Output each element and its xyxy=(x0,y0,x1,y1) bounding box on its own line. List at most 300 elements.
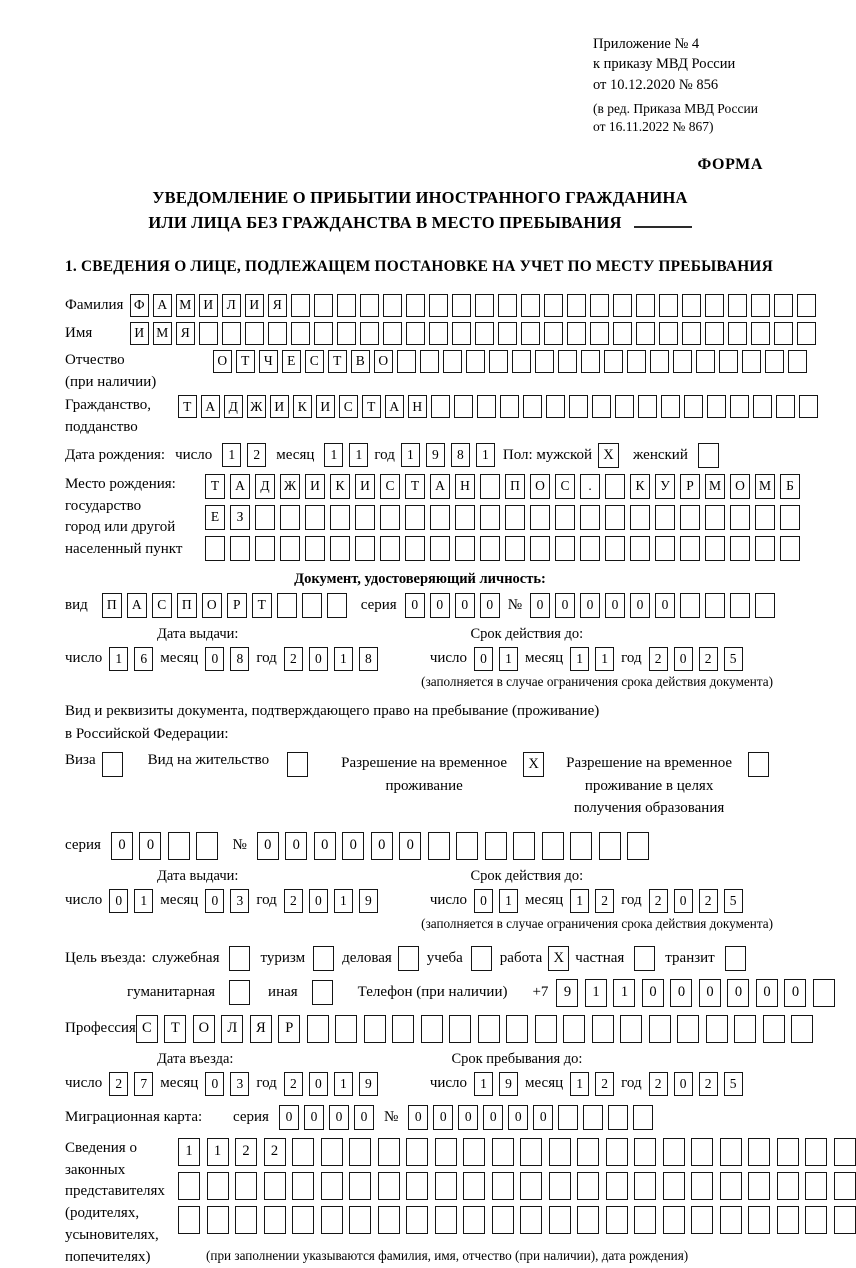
char-cell[interactable] xyxy=(751,294,770,317)
char-cell[interactable]: И xyxy=(270,395,289,418)
char-cell[interactable] xyxy=(480,536,500,561)
char-cell[interactable]: Я xyxy=(250,1015,272,1043)
char-cell[interactable]: 5 xyxy=(724,1072,743,1096)
char-cell[interactable] xyxy=(264,1206,286,1234)
char-cell[interactable] xyxy=(691,1138,713,1166)
char-cell[interactable] xyxy=(466,350,485,373)
char-cell[interactable] xyxy=(592,1015,614,1043)
char-cell[interactable]: Б xyxy=(780,474,800,499)
purpose-official-checkbox[interactable] xyxy=(229,946,250,971)
char-cell[interactable] xyxy=(774,294,793,317)
char-cell[interactable]: 9 xyxy=(359,1072,378,1096)
char-cell[interactable] xyxy=(805,1206,827,1234)
char-cell[interactable]: 0 xyxy=(399,832,421,860)
char-cell[interactable] xyxy=(636,294,655,317)
char-cell[interactable]: 0 xyxy=(371,832,393,860)
char-cell[interactable] xyxy=(456,832,478,860)
char-cell[interactable] xyxy=(638,395,657,418)
purpose-study-checkbox[interactable] xyxy=(471,946,492,971)
char-cell[interactable] xyxy=(549,1206,571,1234)
char-cell[interactable] xyxy=(429,322,448,345)
char-cell[interactable]: 0 xyxy=(455,593,475,618)
purpose-other-checkbox[interactable] xyxy=(312,980,333,1005)
purpose-tourism-checkbox[interactable] xyxy=(313,946,334,971)
char-cell[interactable] xyxy=(730,395,749,418)
char-cell[interactable] xyxy=(455,536,475,561)
char-cell[interactable] xyxy=(776,395,795,418)
char-cell[interactable] xyxy=(606,1206,628,1234)
char-cell[interactable]: 1 xyxy=(570,647,589,671)
char-cell[interactable] xyxy=(255,536,275,561)
char-cell[interactable]: 0 xyxy=(309,647,328,671)
char-cell[interactable]: 1 xyxy=(222,443,241,467)
char-cell[interactable]: 1 xyxy=(324,443,343,467)
char-cell[interactable] xyxy=(205,536,225,561)
char-cell[interactable] xyxy=(730,593,750,618)
char-cell[interactable]: 0 xyxy=(674,647,693,671)
char-cell[interactable]: Ч xyxy=(259,350,278,373)
char-cell[interactable]: 2 xyxy=(699,1072,718,1096)
char-cell[interactable]: А xyxy=(153,294,172,317)
char-cell[interactable] xyxy=(691,1172,713,1200)
char-cell[interactable] xyxy=(613,294,632,317)
char-cell[interactable] xyxy=(590,294,609,317)
char-cell[interactable]: 2 xyxy=(649,647,668,671)
char-cell[interactable] xyxy=(649,1015,671,1043)
char-cell[interactable] xyxy=(277,593,297,618)
char-cell[interactable]: 2 xyxy=(699,889,718,913)
char-cell[interactable] xyxy=(604,350,623,373)
char-cell[interactable]: 2 xyxy=(649,889,668,913)
char-cell[interactable] xyxy=(580,505,600,530)
char-cell[interactable]: Н xyxy=(455,474,475,499)
char-cell[interactable] xyxy=(720,1172,742,1200)
sex-female-checkbox[interactable] xyxy=(698,443,719,468)
char-cell[interactable]: 1 xyxy=(585,979,607,1007)
char-cell[interactable] xyxy=(592,395,611,418)
char-cell[interactable] xyxy=(567,322,586,345)
purpose-business-checkbox[interactable] xyxy=(398,946,419,971)
char-cell[interactable] xyxy=(544,294,563,317)
char-cell[interactable] xyxy=(696,350,715,373)
char-cell[interactable]: 0 xyxy=(580,593,600,618)
char-cell[interactable] xyxy=(321,1172,343,1200)
char-cell[interactable] xyxy=(780,505,800,530)
char-cell[interactable]: 0 xyxy=(699,979,721,1007)
char-cell[interactable] xyxy=(406,1172,428,1200)
char-cell[interactable] xyxy=(655,505,675,530)
char-cell[interactable] xyxy=(797,322,816,345)
char-cell[interactable] xyxy=(302,593,322,618)
char-cell[interactable] xyxy=(498,322,517,345)
char-cell[interactable] xyxy=(452,322,471,345)
char-cell[interactable] xyxy=(659,294,678,317)
char-cell[interactable] xyxy=(330,536,350,561)
char-cell[interactable] xyxy=(730,505,750,530)
char-cell[interactable]: М xyxy=(176,294,195,317)
char-cell[interactable] xyxy=(335,1015,357,1043)
char-cell[interactable]: 2 xyxy=(595,889,614,913)
char-cell[interactable] xyxy=(634,1138,656,1166)
char-cell[interactable] xyxy=(463,1206,485,1234)
char-cell[interactable] xyxy=(397,350,416,373)
char-cell[interactable] xyxy=(751,322,770,345)
char-cell[interactable]: Т xyxy=(362,395,381,418)
char-cell[interactable]: С xyxy=(152,593,172,618)
char-cell[interactable] xyxy=(805,1138,827,1166)
char-cell[interactable]: 2 xyxy=(235,1138,257,1166)
char-cell[interactable]: О xyxy=(213,350,232,373)
char-cell[interactable] xyxy=(430,536,450,561)
char-cell[interactable]: С xyxy=(305,350,324,373)
char-cell[interactable] xyxy=(463,1172,485,1200)
char-cell[interactable]: 3 xyxy=(230,1072,249,1096)
char-cell[interactable] xyxy=(580,536,600,561)
char-cell[interactable] xyxy=(680,505,700,530)
char-cell[interactable] xyxy=(405,536,425,561)
char-cell[interactable] xyxy=(620,1015,642,1043)
char-cell[interactable]: Е xyxy=(205,505,225,530)
char-cell[interactable]: 8 xyxy=(359,647,378,671)
char-cell[interactable] xyxy=(196,832,218,860)
char-cell[interactable] xyxy=(549,1172,571,1200)
char-cell[interactable] xyxy=(360,322,379,345)
char-cell[interactable]: Я xyxy=(176,322,195,345)
char-cell[interactable] xyxy=(705,322,724,345)
char-cell[interactable]: З xyxy=(230,505,250,530)
char-cell[interactable] xyxy=(314,294,333,317)
char-cell[interactable] xyxy=(489,350,508,373)
char-cell[interactable] xyxy=(506,1015,528,1043)
char-cell[interactable] xyxy=(513,832,535,860)
char-cell[interactable]: 2 xyxy=(284,889,303,913)
char-cell[interactable]: 0 xyxy=(483,1105,503,1130)
char-cell[interactable]: 1 xyxy=(474,1072,493,1096)
char-cell[interactable]: П xyxy=(177,593,197,618)
char-cell[interactable]: Ж xyxy=(280,474,300,499)
char-cell[interactable] xyxy=(555,505,575,530)
char-cell[interactable]: О xyxy=(374,350,393,373)
char-cell[interactable] xyxy=(555,536,575,561)
char-cell[interactable] xyxy=(485,832,507,860)
char-cell[interactable]: К xyxy=(330,474,350,499)
char-cell[interactable]: Т xyxy=(178,395,197,418)
char-cell[interactable]: 0 xyxy=(727,979,749,1007)
char-cell[interactable]: 0 xyxy=(433,1105,453,1130)
char-cell[interactable] xyxy=(435,1206,457,1234)
char-cell[interactable]: А xyxy=(430,474,450,499)
char-cell[interactable]: 1 xyxy=(334,647,353,671)
char-cell[interactable] xyxy=(755,536,775,561)
char-cell[interactable]: С xyxy=(136,1015,158,1043)
char-cell[interactable] xyxy=(748,1172,770,1200)
char-cell[interactable] xyxy=(682,294,701,317)
char-cell[interactable] xyxy=(291,294,310,317)
char-cell[interactable]: 0 xyxy=(139,832,161,860)
sex-male-checkbox[interactable]: X xyxy=(598,443,619,468)
char-cell[interactable] xyxy=(780,536,800,561)
char-cell[interactable] xyxy=(292,1172,314,1200)
char-cell[interactable]: 2 xyxy=(109,1072,128,1096)
char-cell[interactable]: О xyxy=(730,474,750,499)
char-cell[interactable]: 8 xyxy=(230,647,249,671)
char-cell[interactable]: 6 xyxy=(134,647,153,671)
char-cell[interactable]: 1 xyxy=(499,647,518,671)
char-cell[interactable]: 0 xyxy=(642,979,664,1007)
char-cell[interactable] xyxy=(435,1138,457,1166)
char-cell[interactable] xyxy=(797,294,816,317)
char-cell[interactable] xyxy=(763,1015,785,1043)
char-cell[interactable]: А xyxy=(230,474,250,499)
char-cell[interactable]: 0 xyxy=(480,593,500,618)
char-cell[interactable]: 0 xyxy=(304,1105,324,1130)
char-cell[interactable]: Я xyxy=(268,294,287,317)
char-cell[interactable] xyxy=(475,322,494,345)
char-cell[interactable]: М xyxy=(755,474,775,499)
char-cell[interactable] xyxy=(753,395,772,418)
char-cell[interactable] xyxy=(791,1015,813,1043)
char-cell[interactable]: 0 xyxy=(655,593,675,618)
char-cell[interactable] xyxy=(765,350,784,373)
char-cell[interactable]: 0 xyxy=(408,1105,428,1130)
char-cell[interactable]: 1 xyxy=(334,889,353,913)
char-cell[interactable] xyxy=(605,536,625,561)
char-cell[interactable] xyxy=(207,1172,229,1200)
char-cell[interactable]: С xyxy=(380,474,400,499)
char-cell[interactable] xyxy=(569,395,588,418)
char-cell[interactable] xyxy=(663,1138,685,1166)
char-cell[interactable]: И xyxy=(305,474,325,499)
char-cell[interactable] xyxy=(475,294,494,317)
char-cell[interactable]: Р xyxy=(278,1015,300,1043)
char-cell[interactable] xyxy=(777,1138,799,1166)
char-cell[interactable]: 9 xyxy=(556,979,578,1007)
char-cell[interactable]: 0 xyxy=(474,889,493,913)
char-cell[interactable]: 5 xyxy=(724,889,743,913)
char-cell[interactable] xyxy=(613,322,632,345)
char-cell[interactable]: 0 xyxy=(342,832,364,860)
char-cell[interactable] xyxy=(728,322,747,345)
char-cell[interactable] xyxy=(813,979,835,1007)
char-cell[interactable]: Т xyxy=(405,474,425,499)
char-cell[interactable]: 0 xyxy=(309,1072,328,1096)
char-cell[interactable]: Ф xyxy=(130,294,149,317)
char-cell[interactable] xyxy=(834,1172,856,1200)
char-cell[interactable] xyxy=(292,1206,314,1234)
char-cell[interactable] xyxy=(406,294,425,317)
char-cell[interactable]: 1 xyxy=(570,1072,589,1096)
char-cell[interactable]: 0 xyxy=(784,979,806,1007)
char-cell[interactable] xyxy=(380,505,400,530)
char-cell[interactable] xyxy=(590,322,609,345)
char-cell[interactable]: 1 xyxy=(595,647,614,671)
char-cell[interactable]: 0 xyxy=(756,979,778,1007)
char-cell[interactable] xyxy=(563,1015,585,1043)
char-cell[interactable] xyxy=(577,1138,599,1166)
char-cell[interactable] xyxy=(520,1206,542,1234)
char-cell[interactable]: 2 xyxy=(649,1072,668,1096)
purpose-transit-checkbox[interactable] xyxy=(725,946,746,971)
char-cell[interactable] xyxy=(577,1172,599,1200)
char-cell[interactable] xyxy=(520,1138,542,1166)
char-cell[interactable] xyxy=(673,350,692,373)
char-cell[interactable]: Д xyxy=(224,395,243,418)
char-cell[interactable] xyxy=(178,1172,200,1200)
char-cell[interactable] xyxy=(630,536,650,561)
char-cell[interactable] xyxy=(705,593,725,618)
char-cell[interactable]: 0 xyxy=(205,889,224,913)
char-cell[interactable]: П xyxy=(505,474,525,499)
char-cell[interactable] xyxy=(314,322,333,345)
char-cell[interactable]: 1 xyxy=(476,443,495,467)
char-cell[interactable]: 9 xyxy=(499,1072,518,1096)
char-cell[interactable]: А xyxy=(127,593,147,618)
char-cell[interactable]: Р xyxy=(227,593,247,618)
char-cell[interactable]: И xyxy=(355,474,375,499)
char-cell[interactable]: Т xyxy=(252,593,272,618)
char-cell[interactable]: О xyxy=(202,593,222,618)
char-cell[interactable] xyxy=(805,1172,827,1200)
char-cell[interactable] xyxy=(655,536,675,561)
char-cell[interactable] xyxy=(222,322,241,345)
char-cell[interactable] xyxy=(230,536,250,561)
char-cell[interactable] xyxy=(264,1172,286,1200)
char-cell[interactable]: 0 xyxy=(405,593,425,618)
char-cell[interactable] xyxy=(280,505,300,530)
char-cell[interactable] xyxy=(535,350,554,373)
char-cell[interactable] xyxy=(235,1172,257,1200)
char-cell[interactable]: 7 xyxy=(134,1072,153,1096)
char-cell[interactable] xyxy=(530,536,550,561)
char-cell[interactable] xyxy=(383,322,402,345)
char-cell[interactable] xyxy=(349,1138,371,1166)
char-cell[interactable] xyxy=(636,322,655,345)
char-cell[interactable] xyxy=(742,350,761,373)
char-cell[interactable] xyxy=(606,1138,628,1166)
char-cell[interactable] xyxy=(546,395,565,418)
char-cell[interactable] xyxy=(705,294,724,317)
char-cell[interactable] xyxy=(454,395,473,418)
char-cell[interactable]: С xyxy=(555,474,575,499)
char-cell[interactable] xyxy=(659,322,678,345)
char-cell[interactable]: К xyxy=(293,395,312,418)
char-cell[interactable] xyxy=(544,322,563,345)
char-cell[interactable] xyxy=(583,1105,603,1130)
char-cell[interactable] xyxy=(420,350,439,373)
char-cell[interactable] xyxy=(449,1015,471,1043)
char-cell[interactable]: 0 xyxy=(109,889,128,913)
char-cell[interactable] xyxy=(429,294,448,317)
char-cell[interactable] xyxy=(567,294,586,317)
char-cell[interactable] xyxy=(615,395,634,418)
char-cell[interactable] xyxy=(443,350,462,373)
char-cell[interactable]: Л xyxy=(222,294,241,317)
temp-residence-permit-checkbox[interactable]: X xyxy=(523,752,544,777)
purpose-private-checkbox[interactable] xyxy=(634,946,655,971)
char-cell[interactable]: 2 xyxy=(284,647,303,671)
char-cell[interactable]: В xyxy=(351,350,370,373)
char-cell[interactable] xyxy=(663,1172,685,1200)
char-cell[interactable] xyxy=(680,593,700,618)
char-cell[interactable]: 1 xyxy=(207,1138,229,1166)
char-cell[interactable] xyxy=(406,322,425,345)
char-cell[interactable]: И xyxy=(199,294,218,317)
char-cell[interactable] xyxy=(734,1015,756,1043)
char-cell[interactable] xyxy=(777,1206,799,1234)
char-cell[interactable] xyxy=(245,322,264,345)
char-cell[interactable] xyxy=(630,505,650,530)
char-cell[interactable] xyxy=(730,536,750,561)
char-cell[interactable]: Т xyxy=(328,350,347,373)
char-cell[interactable]: М xyxy=(153,322,172,345)
char-cell[interactable]: И xyxy=(245,294,264,317)
char-cell[interactable] xyxy=(492,1206,514,1234)
char-cell[interactable]: Р xyxy=(680,474,700,499)
char-cell[interactable] xyxy=(463,1138,485,1166)
char-cell[interactable] xyxy=(755,593,775,618)
char-cell[interactable] xyxy=(337,294,356,317)
char-cell[interactable] xyxy=(360,294,379,317)
char-cell[interactable]: О xyxy=(193,1015,215,1043)
char-cell[interactable]: П xyxy=(102,593,122,618)
char-cell[interactable] xyxy=(606,1172,628,1200)
char-cell[interactable]: 1 xyxy=(178,1138,200,1166)
char-cell[interactable] xyxy=(755,505,775,530)
char-cell[interactable] xyxy=(355,505,375,530)
char-cell[interactable] xyxy=(452,294,471,317)
char-cell[interactable]: 1 xyxy=(349,443,368,467)
char-cell[interactable] xyxy=(307,1015,329,1043)
char-cell[interactable] xyxy=(788,350,807,373)
char-cell[interactable] xyxy=(349,1206,371,1234)
char-cell[interactable] xyxy=(599,832,621,860)
char-cell[interactable] xyxy=(378,1138,400,1166)
edu-residence-permit-checkbox[interactable] xyxy=(748,752,769,777)
char-cell[interactable] xyxy=(627,350,646,373)
char-cell[interactable] xyxy=(748,1206,770,1234)
char-cell[interactable]: 0 xyxy=(555,593,575,618)
char-cell[interactable] xyxy=(570,832,592,860)
char-cell[interactable]: О xyxy=(530,474,550,499)
char-cell[interactable]: 0 xyxy=(257,832,279,860)
char-cell[interactable] xyxy=(421,1015,443,1043)
char-cell[interactable]: 0 xyxy=(674,889,693,913)
char-cell[interactable] xyxy=(383,294,402,317)
char-cell[interactable] xyxy=(535,1015,557,1043)
char-cell[interactable]: 1 xyxy=(401,443,420,467)
char-cell[interactable] xyxy=(521,294,540,317)
char-cell[interactable]: 0 xyxy=(430,593,450,618)
char-cell[interactable] xyxy=(581,350,600,373)
char-cell[interactable] xyxy=(549,1138,571,1166)
residence-permit-checkbox[interactable] xyxy=(287,752,308,777)
char-cell[interactable] xyxy=(380,536,400,561)
char-cell[interactable] xyxy=(406,1138,428,1166)
char-cell[interactable] xyxy=(268,322,287,345)
char-cell[interactable] xyxy=(627,832,649,860)
char-cell[interactable] xyxy=(777,1172,799,1200)
char-cell[interactable] xyxy=(406,1206,428,1234)
char-cell[interactable]: Т xyxy=(164,1015,186,1043)
char-cell[interactable] xyxy=(677,1015,699,1043)
char-cell[interactable]: 1 xyxy=(499,889,518,913)
char-cell[interactable]: 0 xyxy=(530,593,550,618)
char-cell[interactable]: 0 xyxy=(533,1105,553,1130)
char-cell[interactable] xyxy=(605,474,625,499)
char-cell[interactable]: 1 xyxy=(613,979,635,1007)
char-cell[interactable] xyxy=(500,395,519,418)
char-cell[interactable] xyxy=(355,536,375,561)
